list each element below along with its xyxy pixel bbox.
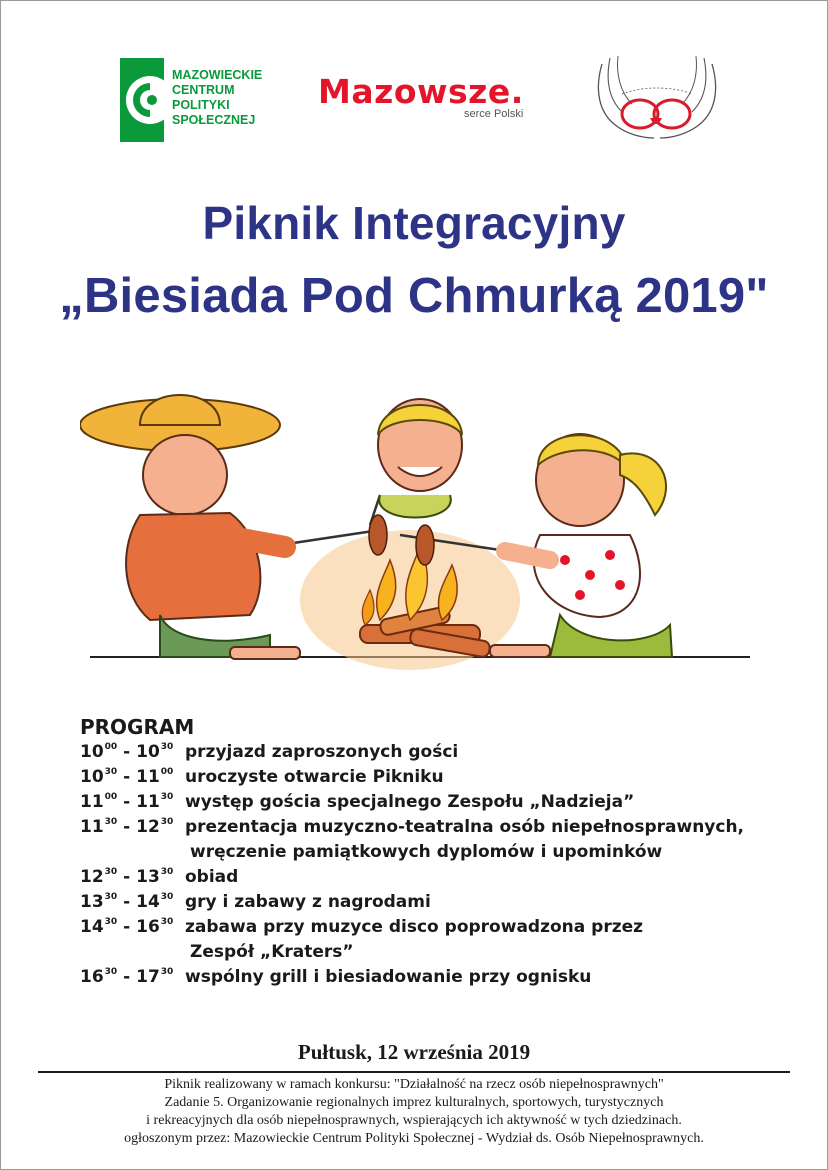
sausage-icon-2 <box>416 525 434 565</box>
mcps-logo-text <box>172 68 262 128</box>
start-hour: 13 <box>80 892 104 912</box>
mcps-line-2: CENTRUM <box>172 83 235 97</box>
program-activity-continuation: wręczenie pamiątkowych dyplomów i upominków <box>190 842 663 862</box>
start-hour: 10 <box>80 767 104 787</box>
program-time <box>80 867 185 887</box>
start-hour: 10 <box>80 742 104 762</box>
place-and-date: Pułtusk, 12 września 2019 <box>297 1040 531 1064</box>
footer-line-1: Piknik realizowany w ramach konkursu: "Działalność na rzecz osób niepełnosprawnych" <box>164 1077 664 1092</box>
end-hour: 13 <box>136 867 160 887</box>
start-hour: 12 <box>80 867 104 887</box>
end-minutes: 30 <box>160 742 174 752</box>
end-hour: 12 <box>136 817 160 837</box>
time-separator: - <box>117 967 137 987</box>
program-time <box>80 742 185 762</box>
footer-divider <box>38 1071 790 1073</box>
end-minutes: 30 <box>160 792 174 802</box>
campfire-children-illustration <box>80 385 760 690</box>
child-middle <box>378 399 462 518</box>
program-time <box>80 792 185 812</box>
program-time <box>80 967 185 987</box>
mcps-logo <box>120 58 290 142</box>
time-separator: - <box>117 817 137 837</box>
start-minutes: 30 <box>104 767 118 777</box>
mcps-c-icon <box>120 58 164 142</box>
time-separator: - <box>117 867 137 887</box>
start-hour: 14 <box>80 917 104 937</box>
program-time <box>80 767 185 787</box>
start-hour: 11 <box>80 792 104 812</box>
program-activity: występ gościa specjalnego Zespołu „Nadzieja” <box>185 792 635 812</box>
program-row <box>80 767 444 787</box>
start-minutes: 00 <box>104 792 118 802</box>
end-hour: 10 <box>136 742 160 762</box>
program-activity: gry i zabawy z nagrodami <box>185 892 431 912</box>
end-hour: 16 <box>136 917 160 937</box>
start-minutes: 30 <box>104 817 118 827</box>
program-activity: obiad <box>185 867 239 887</box>
program-time <box>80 917 185 937</box>
footer-line-4: ogłoszonym przez: Mazowieckie Centrum Polityki Społecznej - Wydział ds. Osób Niepełnosprawnych. <box>124 1131 704 1146</box>
start-minutes: 30 <box>104 867 118 877</box>
sausage-icon <box>369 515 387 555</box>
program-time <box>80 892 185 912</box>
mazowsze-logo <box>318 72 548 126</box>
program-row <box>80 967 591 987</box>
end-minutes: 30 <box>160 967 174 977</box>
program-activity: prezentacja muzyczno-teatralna osób niepełnosprawnych, <box>185 817 745 837</box>
program-activity-continuation: Zespół „Kraters” <box>190 942 354 962</box>
nadzieja-hands-logo <box>592 54 722 146</box>
program-activity: przyjazd zaproszonych gości <box>185 742 459 762</box>
poster-title-line-1: Piknik Integracyjny <box>202 197 626 249</box>
time-separator: - <box>117 742 137 762</box>
time-separator: - <box>117 892 137 912</box>
program-row <box>80 917 643 937</box>
end-hour: 11 <box>136 767 160 787</box>
mazowsze-wordmark: Mazowsze. <box>318 72 524 111</box>
child-girl-ponytail <box>490 434 672 657</box>
footer-line-2: Zadanie 5. Organizowanie regionalnych imprez kulturalnych, sportowych, turystycznych <box>164 1095 664 1110</box>
footer-line-3: i rekreacyjnych dla osób niepełnosprawnych, wspierających ich aktywność w tych dziedzinach. <box>146 1113 682 1128</box>
end-minutes: 30 <box>160 867 174 877</box>
end-hour: 17 <box>136 967 160 987</box>
mazowsze-tagline: serce Polski <box>464 108 524 120</box>
program-row <box>80 817 744 837</box>
program-activity: wspólny grill i biesiadowanie przy ognisku <box>185 967 592 987</box>
end-minutes: 30 <box>160 892 174 902</box>
end-minutes: 30 <box>160 817 174 827</box>
child-with-hat <box>80 395 300 659</box>
time-separator: - <box>117 767 137 787</box>
program-activity: zabawa przy muzyce disco poprowadzona przez <box>185 917 644 937</box>
mcps-line-1: MAZOWIECKIE <box>172 68 263 82</box>
program-heading: PROGRAM <box>80 715 195 739</box>
program-row <box>80 892 431 912</box>
time-separator: - <box>117 917 137 937</box>
start-minutes: 30 <box>104 892 118 902</box>
mcps-line-3: POLITYKI <box>172 98 230 112</box>
mcps-line-4: SPOŁECZNEJ <box>172 113 256 127</box>
start-minutes: 30 <box>104 967 118 977</box>
program-row <box>80 792 634 812</box>
program-time <box>80 817 185 837</box>
mcps-logo-mark <box>120 58 164 142</box>
start-hour: 16 <box>80 967 104 987</box>
hands-heart-icon <box>592 54 722 146</box>
end-hour: 14 <box>136 892 160 912</box>
time-separator: - <box>117 792 137 812</box>
start-hour: 11 <box>80 817 104 837</box>
poster-title-line-2: „Biesiada Pod Chmurką 2019" <box>59 269 769 323</box>
end-hour: 11 <box>136 792 160 812</box>
end-minutes: 30 <box>160 917 174 927</box>
start-minutes: 00 <box>104 742 118 752</box>
program-row <box>80 742 458 762</box>
program-row <box>80 867 238 887</box>
program-activity: uroczyste otwarcie Pikniku <box>185 767 444 787</box>
end-minutes: 00 <box>160 767 174 777</box>
start-minutes: 30 <box>104 917 118 927</box>
